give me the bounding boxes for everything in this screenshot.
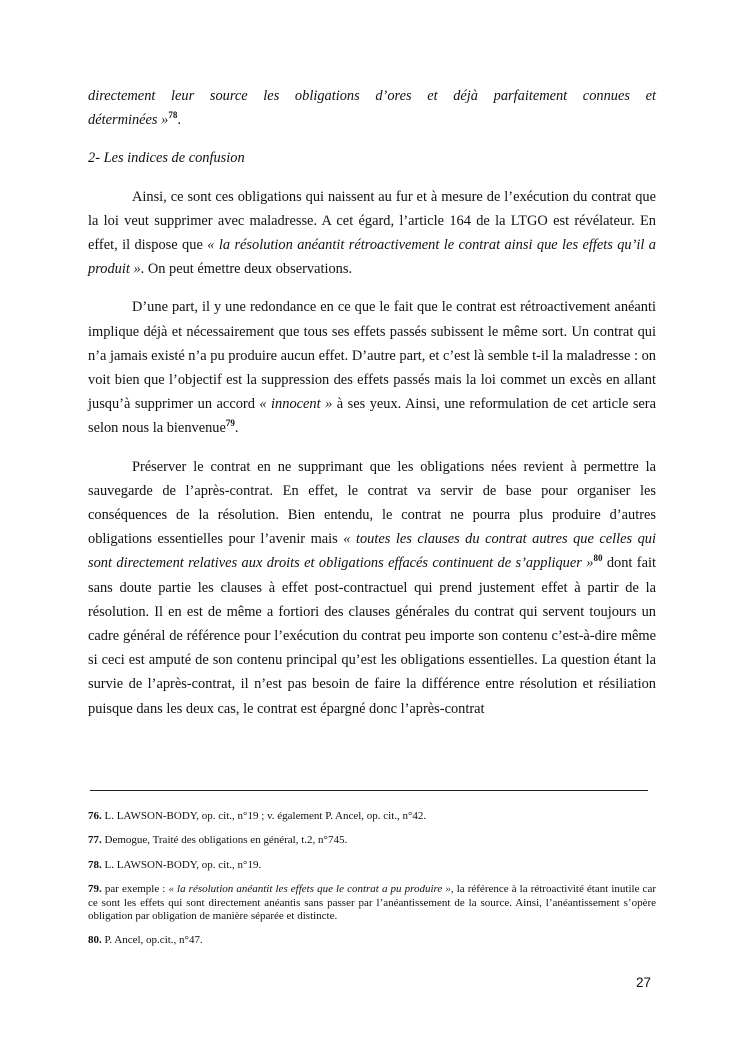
paragraph-2: D’une part, il y une redondance en ce que le fait que le contrat est rétroactivement anéanti implique déjà et nécessairement que tous ses effets passés subissent le même sort. Un contrat qui n’a jamais existé n’a pu produire aucun effet. D’autre part, et c’est là semble t-il la maladresse : on voit bien que l’objectif est la suppression des effets passés mais la loi commet un excès en allant jusqu’à supprimer un accord « innocent » à ses yeux. Ainsi, une reformulation de cet article sera selon nous la bienvenue$^{79}$. xyxy=(88,299,656,437)
footnote-ref-79[interactable]: 79 xyxy=(225,418,235,429)
section-heading: 2- Les indices de confusion xyxy=(88,150,245,167)
paragraph-continuation-end: déterminées »$^{78}$. xyxy=(88,110,181,129)
body-text xyxy=(88,84,656,721)
paragraph-continuation-line: directement leur source les obligations d’ores et déjà parfaitement connues et xyxy=(88,88,656,104)
paragraph-3: Préserver le contrat en ne supprimant que les obligations nées revient à permettre la sauvegarde de l’après-contrat. En effet, le contrat va servir de base pour organiser les conséquences de la résolution. Bien entendu, le contrat ne pourra plus produire d’autres obligations essentielles pour l’avenir mais « toutes les clauses du contrat autres que celles qui sont directement relatives aux droits et obligations effacés continuent de s’appliquer »$^{80}$ dont fait sans doute partie les clauses à effet post-contractuel qui prend justement effet à partir de la résolution. Il en est de même a fortiori des clauses générales du contrat qui servent toujours un cadre général de référence pour l’exécution du contrat peu importe son contenu c’est-à-dire même si ceci est amputé de son contenu principal qu’est les obligations essentielles. La question étant la survie de l’après-contrat, il n’est pas besoin de faire la différence entre résolution et résiliation puisque dans les deux cas, le contrat est épargné donc l’après-contrat xyxy=(88,458,656,717)
footnote-separator xyxy=(90,790,648,791)
paragraph-1: Ainsi, ce sont ces obligations qui naissent au fur et à mesure de l’exécution du contrat que la loi veut supprimer avec maladresse. A cet égard, l’article 164 de la LTGO est révélateur. En effet, il dispose que « la résolution anéantit rétroactivement le contrat ainsi que les effets qu’il a produit ». On peut émettre deux observations. xyxy=(88,188,656,278)
footnotes xyxy=(88,810,656,959)
footnote-78: 78. L. LAWSON-BODY, op. cit., n°19. xyxy=(88,858,262,871)
footnote-76: 76. L. LAWSON-BODY, op. cit., n°19 ; v. également P. Ancel, op. cit., n°42. xyxy=(88,810,427,822)
footnote-ref-78[interactable]: 78 xyxy=(168,110,178,121)
footnote-80: 80. P. Ancel, op.cit., n°47. xyxy=(88,934,203,947)
footnote-79: 79. par exemple : « la résolution anéantit les effets que le contrat a pu produire », la référence à la rétroactivité étant inutile car ce sont les effets qui sont directement anéantis sans passer par l’anéantissement de la source. Ainsi, l’anéantissement s’opère obligation par obligation de manière séparée et distincte. xyxy=(88,883,656,923)
footnote-77: 77. Demogue, Traité des obligations en général, t.2, n°745. xyxy=(88,834,348,847)
footnote-ref-80[interactable]: 80 xyxy=(593,553,603,564)
page-number: 27 xyxy=(636,975,652,990)
